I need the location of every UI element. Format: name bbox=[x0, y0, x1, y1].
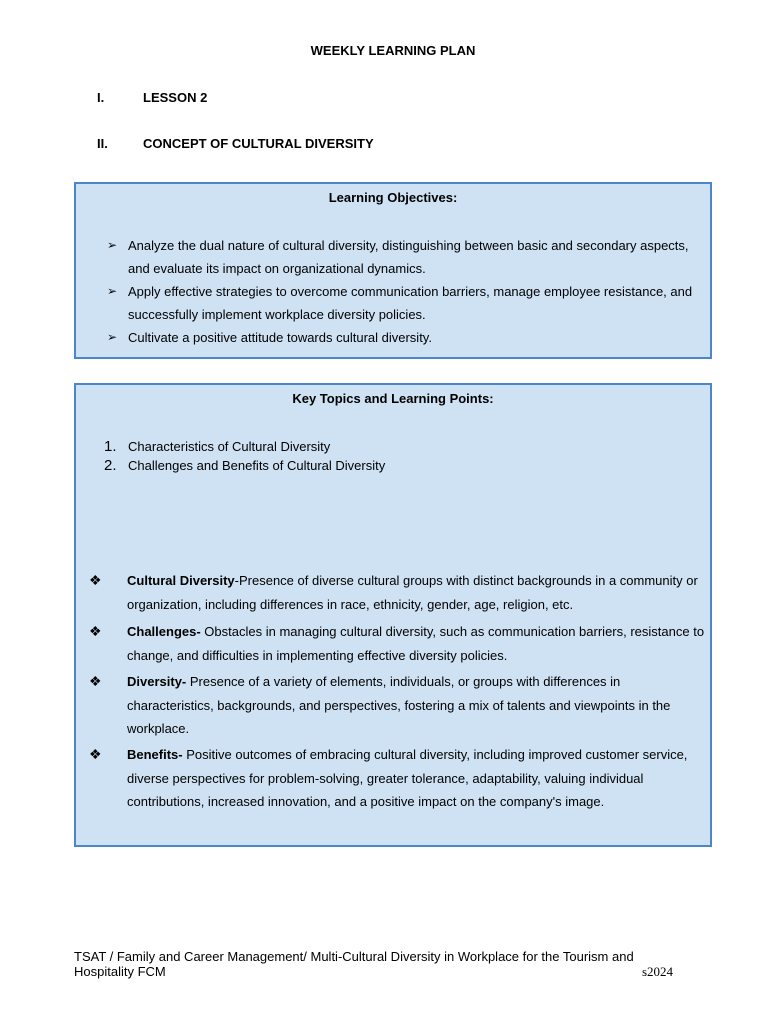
definition-term: Benefits- bbox=[127, 747, 183, 762]
section-label: CONCEPT OF CULTURAL DIVERSITY bbox=[143, 136, 374, 151]
page-footer bbox=[74, 949, 694, 979]
definition-text: -Presence of diverse cultural groups with distinct backgrounds in a community or organization, including differences in race, ethnicity, gender, age, religion, etc. bbox=[127, 573, 698, 612]
section-lesson bbox=[97, 90, 207, 105]
objectives-heading: Learning Objectives: bbox=[328, 190, 458, 205]
definition-term: Challenges- bbox=[127, 624, 201, 639]
footer-text: TSAT / Family and Career Management/ Multi-Cultural Diversity in Workplace for the Tourism and Hospitality FCM bbox=[74, 949, 634, 979]
definition-item bbox=[89, 620, 709, 667]
definition-item bbox=[89, 670, 709, 741]
definition-item bbox=[89, 569, 709, 616]
objective-text: Cultivate a positive attitude towards cultural diversity. bbox=[128, 330, 432, 345]
objective-item bbox=[107, 326, 697, 349]
diamond-bullet-icon: ❖ bbox=[89, 572, 102, 588]
arrow-bullet-icon: ➢ bbox=[107, 330, 118, 344]
topic-number: 2. bbox=[104, 457, 117, 474]
objective-text: Apply effective strategies to overcome communication barriers, manage employee resistance, and successfully implement workplace diversity policies. bbox=[128, 284, 693, 322]
objective-item bbox=[107, 234, 697, 280]
arrow-bullet-icon: ➢ bbox=[107, 238, 118, 252]
objective-text: Analyze the dual nature of cultural diversity, distinguishing between basic and secondary aspects, and evaluate its impact on organizational dynamics. bbox=[128, 238, 689, 276]
topics-box bbox=[74, 383, 712, 847]
page-title: WEEKLY LEARNING PLAN bbox=[310, 43, 476, 58]
section-numeral: II. bbox=[97, 136, 108, 151]
definition-text: Positive outcomes of embracing cultural diversity, including improved customer service, diverse perspectives for problem-solving, greater tolerance, adaptability, valuing individual contributions, increased innovation, and a positive impact on the company's image. bbox=[127, 747, 688, 809]
footer-year: s2024 bbox=[642, 964, 674, 979]
diamond-bullet-icon: ❖ bbox=[89, 623, 102, 639]
section-label: LESSON 2 bbox=[143, 90, 208, 105]
objectives-box bbox=[74, 182, 712, 359]
diamond-bullet-icon: ❖ bbox=[89, 673, 102, 689]
definition-item bbox=[89, 743, 709, 814]
topics-heading: Key Topics and Learning Points: bbox=[292, 391, 494, 406]
definition-term: Cultural Diversity bbox=[127, 573, 235, 588]
section-numeral: I. bbox=[97, 90, 105, 105]
topic-number: 1. bbox=[104, 438, 117, 455]
topic-item bbox=[104, 457, 385, 474]
objective-item bbox=[107, 280, 697, 326]
topic-text: Characteristics of Cultural Diversity bbox=[128, 439, 331, 454]
section-concept bbox=[97, 136, 374, 151]
topic-item bbox=[104, 438, 330, 455]
topic-text: Challenges and Benefits of Cultural Diversity bbox=[128, 458, 386, 473]
definition-text: Obstacles in managing cultural diversity, such as communication barriers, resistance to change, and difficulties in implementing effective diversity policies. bbox=[127, 624, 705, 663]
arrow-bullet-icon: ➢ bbox=[107, 284, 118, 298]
definition-term: Diversity- bbox=[127, 674, 187, 689]
definition-text: Presence of a variety of elements, individuals, or groups with differences in characteristics, backgrounds, and perspectives, fostering a mix of talents and viewpoints in the workplace. bbox=[127, 674, 671, 736]
diamond-bullet-icon: ❖ bbox=[89, 746, 102, 762]
